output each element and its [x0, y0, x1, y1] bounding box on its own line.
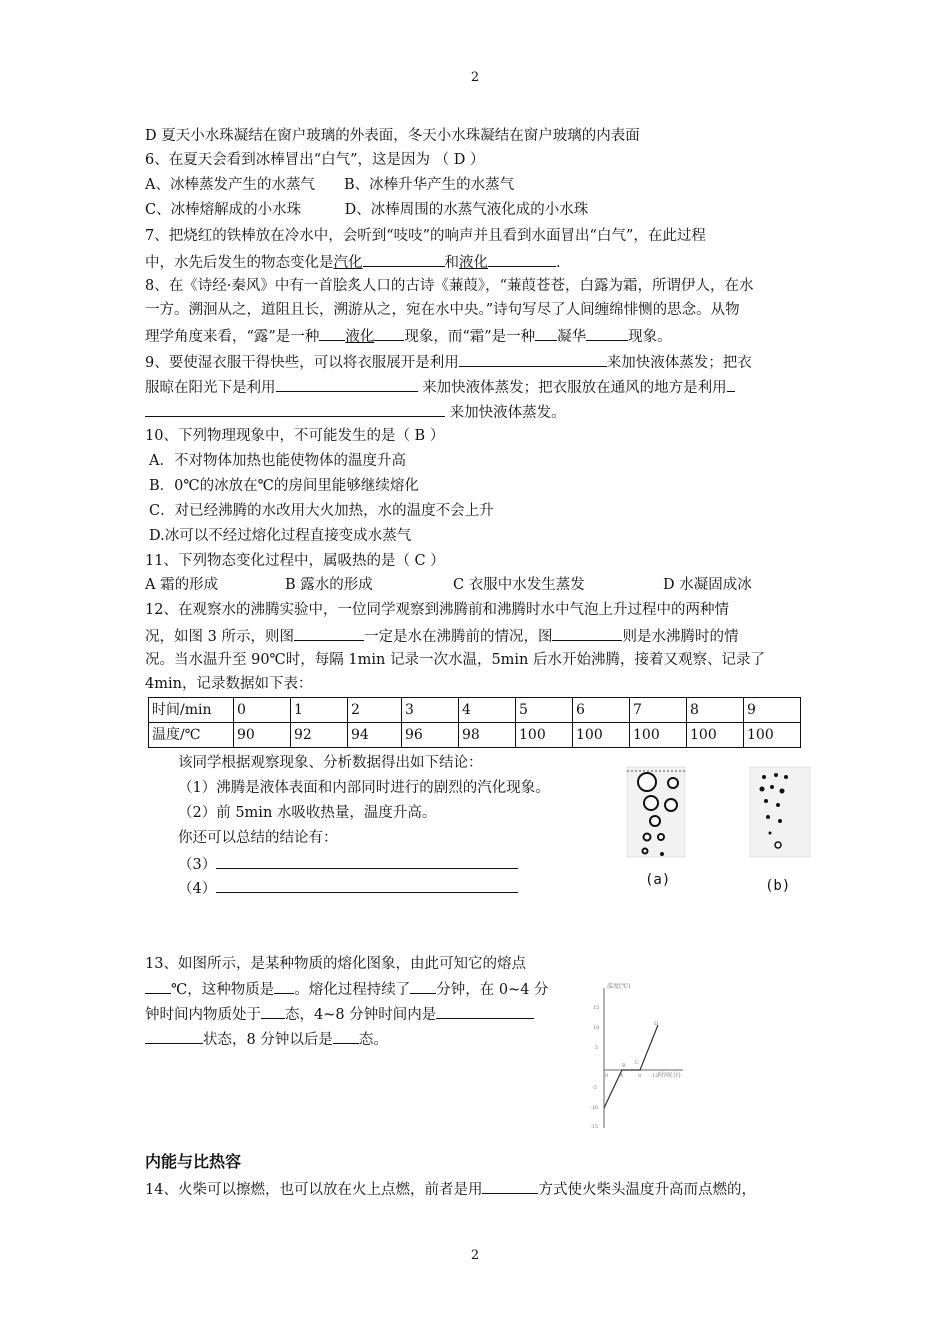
table-cell: 0 [234, 698, 291, 723]
question-10-option-c: C．对已经沸腾的水改用大火加热，水的温度不会上升 [149, 503, 494, 519]
q12-blank-2[interactable] [552, 623, 622, 641]
q13-blank-state-1[interactable] [261, 1001, 285, 1019]
graph-y-tick: 5 [595, 1045, 599, 1051]
bubble [778, 819, 782, 823]
bubble [769, 832, 772, 835]
q12-text-1: 况，如图 3 所示，则图 [145, 629, 294, 645]
q14-text-2: 方式使火柴头温度升高而点燃的， [538, 1182, 756, 1198]
section-heading: 内能与比热容 [145, 1152, 242, 1171]
q8-blank-1a [319, 323, 345, 341]
figure-a-caption: (a) [645, 872, 671, 888]
bubble [644, 834, 651, 841]
q13-text-4: 钟时间内物质处于 [145, 1007, 261, 1023]
bubble [762, 775, 766, 779]
q7-blank-1 [363, 249, 445, 267]
table-cell: 94 [348, 723, 402, 748]
table-cell: 100 [573, 723, 630, 748]
bubble [776, 803, 780, 807]
question-10-option-d: D.冰可以不经过熔化过程直接变成水蒸气 [149, 528, 412, 544]
question-6: 6、在夏天会看到冰棒冒出“白气”，这是因为 （ D ） [145, 152, 485, 168]
conclusion-2: （2）前 5min 水吸收热量，温度升高。 [178, 805, 437, 821]
bubble [784, 775, 788, 779]
q8-end: 现象。 [628, 329, 672, 345]
bubble-figure-a [625, 765, 690, 860]
bubble [660, 852, 664, 856]
q12-text-3: 则是水沸腾时的情 [622, 629, 739, 645]
graph-point-label: D [654, 1021, 659, 1027]
graph-x-tick: 0 [605, 1073, 609, 1079]
q9-text-3-end: 来加快液体蒸发。 [449, 405, 566, 421]
graph-y-tick: -15 [590, 1124, 599, 1130]
question-10: 10、下列物理现象中，不可能发生的是（ B ） [145, 428, 445, 444]
q13-blank-substance[interactable] [274, 976, 294, 994]
graph-y-tick: 15 [593, 1005, 600, 1011]
q13-blank-duration[interactable] [410, 976, 436, 994]
q13-blank-melting-point[interactable] [145, 976, 171, 994]
table-row-time [149, 698, 801, 723]
bubble [760, 787, 765, 792]
question-6-options-cd: C、冰棒熔解成的小水珠 D、冰棒周围的水蒸气液化成的小水珠 [145, 202, 589, 218]
question-10-option-b: B．0℃的冰放在℃的房间里能够继续熔化 [149, 478, 419, 494]
question-12-line4: 4min，记录数据如下表： [145, 676, 313, 692]
q13-blank-state-3[interactable] [333, 1026, 359, 1044]
table-cell: 4 [459, 698, 516, 723]
q9-text-1: 9、要使湿衣服干得快些，可以将衣服展开是利用 [145, 355, 459, 371]
question-12-line3: 况。当水温升至 90℃时，每隔 1min 记录一次水温，5min 后水开始沸腾，接着又观察、记录了 [145, 652, 766, 668]
table-cell: 3 [402, 698, 459, 723]
q13-blank-state-2a[interactable] [436, 1001, 534, 1019]
conclusion-more: 你还可以总结的结论有： [178, 830, 338, 846]
q8-answer-1: 液化 [345, 329, 375, 345]
q9-text-1-end: 来加快液体蒸发；把衣 [606, 355, 752, 371]
q7-and: 和 [444, 255, 459, 271]
q12-blank-1[interactable] [294, 623, 364, 641]
question-8-line1: 8、在《诗经·秦风》中有一首脍炙人口的古诗《蒹葭》，“蒹葭苍苍，白露为霜，所谓伊人，在水 [145, 278, 754, 294]
conclusion-3-label: （3） [178, 857, 217, 873]
page-number-bottom: 2 [470, 1248, 480, 1263]
question-7-line2 [145, 249, 561, 273]
q13-text-3: 分钟，在 0~4 分 [436, 982, 549, 998]
table-cell: 8 [687, 698, 744, 723]
table-header-time: 时间/min [149, 698, 234, 723]
q13-text-5: 态，4~8 分钟时间内是 [285, 1007, 437, 1023]
table-cell: 92 [291, 723, 348, 748]
conclusion-3-blank[interactable] [216, 851, 518, 869]
graph-y-tick: -5 [592, 1085, 597, 1091]
question-8-line3 [145, 323, 672, 347]
table-row-temp [149, 723, 801, 748]
q13-text-2: 。熔化过程持续了 [294, 982, 411, 998]
bubble [650, 816, 660, 826]
conclusion-3 [178, 851, 518, 875]
question-12-line1: 12、在观察水的沸腾实验中，一位同学观察到沸腾前和沸腾时水中气泡上升过程中的两种情 [145, 602, 729, 618]
question-9-line3 [145, 399, 566, 423]
q8-mid: 现象，而“霜”是一种 [404, 329, 536, 345]
bubble [658, 834, 664, 840]
conclusion-1: （1）沸腾是液体表面和内部同时进行的剧烈的汽化现象。 [178, 780, 550, 796]
q13-text-1: ℃，这种物质是 [171, 982, 275, 998]
bubble [668, 778, 678, 788]
q9-blank-1[interactable] [459, 349, 607, 367]
graph-x-tick: 12 [652, 1073, 659, 1079]
question-10-option-a: A．不对物体加热也能使物体的温度升高 [149, 453, 406, 469]
conclusion-intro: 该同学根据观察现象、分析数据得出如下结论： [178, 755, 483, 771]
question-13-line3 [145, 1001, 534, 1025]
bubble [766, 815, 770, 819]
table-cell: 90 [234, 723, 291, 748]
question-12-line2 [145, 623, 738, 647]
question-11-option-b: B 露水的形成 [285, 577, 373, 593]
q13-text-6: 状态，8 分钟以后是 [203, 1032, 333, 1048]
q7-blank-2 [488, 249, 556, 267]
q9-text-2: 服晾在阳光下是利用 [145, 380, 276, 396]
question-6-options-ab: A、冰棒蒸发产生的水蒸气 B、冰棒升华产生的水蒸气 [145, 177, 515, 193]
q8-blank-2a [535, 323, 557, 341]
graph-y-tick: 10 [593, 1025, 600, 1031]
question-11-option-d: D 水凝固成冰 [663, 577, 752, 593]
graph-x-tick: 4 [620, 1073, 624, 1079]
conclusion-4-label: （4） [178, 881, 217, 897]
temperature-record-table [148, 697, 801, 748]
graph-point-label: B [622, 1063, 626, 1069]
question-9-line1 [145, 349, 752, 373]
q8-text: 理学角度来看，“露”是一种 [145, 329, 320, 345]
table-cell: 96 [402, 723, 459, 748]
bubble [780, 789, 785, 794]
bubble [643, 849, 648, 854]
q13-text-7: 态。 [358, 1032, 388, 1048]
melting-graph [588, 978, 688, 1133]
question-11-option-c: C 衣服中水发生蒸发 [453, 577, 585, 593]
bubble [665, 799, 677, 811]
option-line-d: D 夏天小水珠凝结在窗户玻璃的外表面，冬天小水珠凝结在窗户玻璃的内表面 [145, 128, 640, 144]
q8-answer-2: 凝华 [557, 329, 587, 345]
q8-blank-1b [374, 323, 404, 341]
bubble [774, 773, 778, 777]
table-cell: 100 [630, 723, 687, 748]
bubble [770, 785, 774, 789]
q7-text: 中，水先后发生的物态变化是 [145, 255, 334, 271]
q9-text-2-end: 来加快液体蒸发；把衣服放在通风的地方是利用 [422, 380, 727, 396]
bubble [775, 842, 781, 848]
q9-blank-2[interactable] [276, 374, 418, 392]
question-11: 11、下列物态变化过程中，属吸热的是（ C ） [145, 553, 445, 569]
page-number-top: 2 [470, 70, 480, 85]
q7-answer-1: 汽化 [333, 255, 363, 271]
conclusion-4-blank[interactable] [216, 875, 518, 893]
q14-blank-1[interactable] [482, 1176, 538, 1194]
bubble-figure-b [748, 765, 812, 860]
q12-text-2: 一定是水在沸腾前的情况，图 [363, 629, 553, 645]
table-cell: 6 [573, 698, 630, 723]
graph-xlabel: 时间(分) [658, 1072, 681, 1079]
q9-blank-3a[interactable] [727, 374, 735, 392]
graph-point-label: C [635, 1060, 639, 1066]
graph-melting-curve [604, 1025, 658, 1108]
table-cell: 100 [687, 723, 744, 748]
graph-x-tick: 8 [638, 1073, 642, 1079]
table-cell: 5 [516, 698, 573, 723]
question-13-line1: 13、如图所示，是某种物质的熔化图象，由此可知它的熔点 [145, 956, 526, 972]
table-cell: 1 [291, 698, 348, 723]
q7-end: . [556, 255, 561, 271]
table-cell: 7 [630, 698, 687, 723]
question-11-option-a: A 霜的形成 [145, 577, 219, 593]
question-8-line2: 一方。溯洄从之，道阻且长，溯游从之，宛在水中央。”诗句写尽了人间缠绵悱恻的思念。从物 [145, 302, 740, 318]
question-14 [145, 1176, 756, 1200]
q14-text-1: 14、火柴可以擦燃，也可以放在火上点燃，前者是用 [145, 1182, 483, 1198]
graph-y-tick: -10 [590, 1105, 599, 1111]
bubble [644, 796, 658, 810]
table-cell: 100 [516, 723, 573, 748]
question-9-line2 [145, 374, 735, 398]
q9-blank-3[interactable] [145, 399, 445, 417]
table-cell: 2 [348, 698, 402, 723]
figure-b-caption: (b) [765, 878, 791, 894]
bubble [638, 773, 656, 791]
table-cell: 100 [744, 723, 801, 748]
q8-blank-2b [586, 323, 628, 341]
question-7-line1: 7、把烧红的铁棒放在冷水中，会听到“吱吱”的响声并且看到水面冒出“白气”，在此过程 [145, 228, 706, 244]
question-13-line4 [145, 1026, 388, 1050]
table-cell: 98 [459, 723, 516, 748]
bubble [764, 799, 768, 803]
q13-blank-state-2b[interactable] [145, 1026, 203, 1044]
table-cell: 9 [744, 698, 801, 723]
table-header-temp: 温度/℃ [149, 723, 234, 748]
question-13-line2 [145, 976, 549, 1000]
conclusion-4 [178, 875, 518, 899]
q7-answer-2: 液化 [459, 255, 488, 271]
graph-ylabel: 温度(℃) [607, 983, 631, 990]
